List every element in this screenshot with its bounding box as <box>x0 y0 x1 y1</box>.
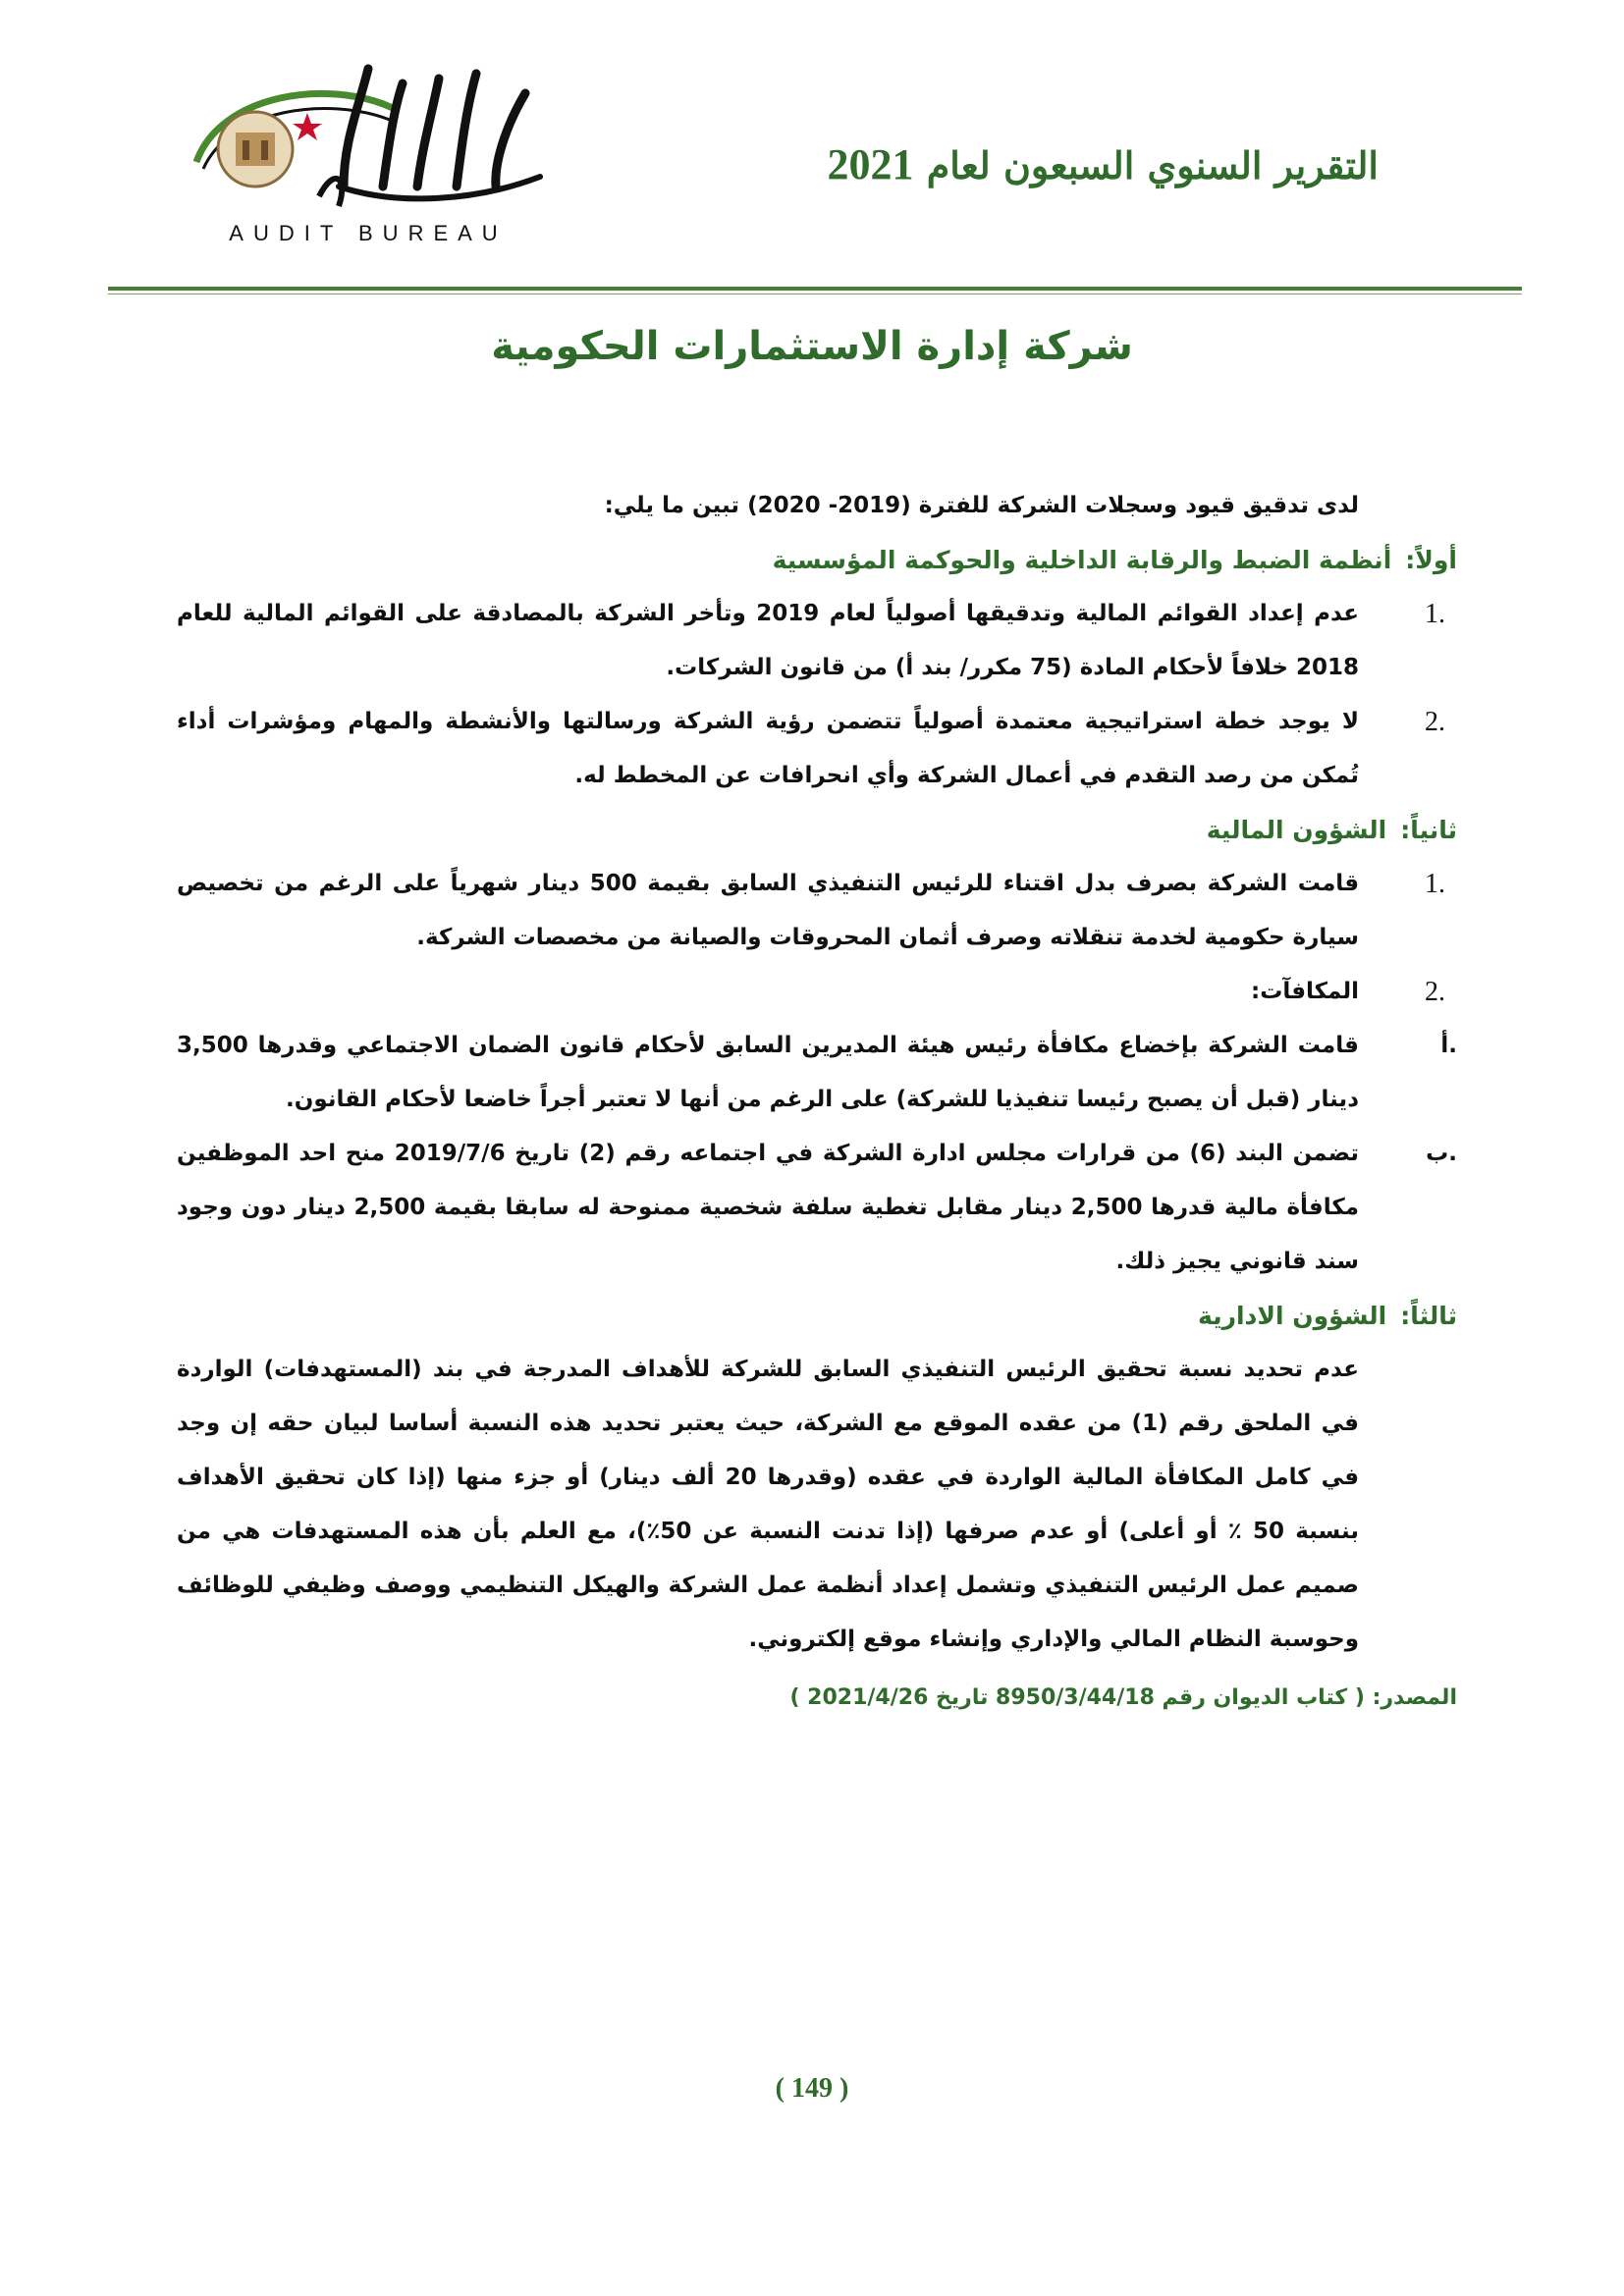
report-body <box>177 479 1457 1725</box>
list-item <box>177 587 1457 695</box>
audit-bureau-logo <box>182 39 555 250</box>
page-title: شركة إدارة الاستثمارات الحكومية <box>491 324 1133 369</box>
item-number: .2 <box>1425 977 1445 1007</box>
section-heading-first <box>177 533 1457 587</box>
item-number: .1 <box>1425 599 1445 629</box>
item-text: قامت الشركة بصرف بدل اقتناء للرئيس التنفيذي السابق بقيمة 500 دينار شهرياً على الرغم من تخصيص سيارة حكومية لخدمة تنقلاته وصرف أثمان المحروقات والصيانة من مخصصات الشركة. <box>177 871 1360 950</box>
sub-item-text: قامت الشركة بإخضاع مكافأة رئيس هيئة المديرين السابق لأحكام قانون الضمان الاجتماعي وقدرها 3,500 دينار (قبل أن يصبح رئيسا تنفيذيا للشركة) على الرغم من أنها لا تعتبر أجراً خاضعا لأحكام القانون. <box>177 1033 1359 1112</box>
section-label: ثانياً: <box>1400 816 1457 844</box>
section-heading-second <box>177 803 1457 857</box>
sub-item-letter: .أ <box>1440 1033 1457 1058</box>
page-header <box>0 0 1624 294</box>
sub-item <box>177 1019 1457 1127</box>
logo-english-text: AUDIT BUREAU <box>229 221 508 245</box>
section-title: أنظمة الضبط والرقابة الداخلية والحوكمة المؤسسية <box>772 546 1392 574</box>
sub-item-letter: .ب <box>1426 1141 1457 1166</box>
sub-item <box>177 1127 1457 1289</box>
header-divider <box>108 287 1522 291</box>
section-label: ثالثاً: <box>1400 1302 1457 1330</box>
section-label: أولاً: <box>1405 546 1457 574</box>
section-heading-third <box>177 1289 1457 1343</box>
list-item <box>177 965 1457 1019</box>
page-number: ( 149 ) <box>775 2073 849 2104</box>
list-item <box>177 695 1457 803</box>
intro-text: لدى تدقيق قيود وسجلات الشركة للفترة (2019- 2020) تبين ما يلي: <box>604 493 1359 518</box>
item-text: عدم إعداد القوائم المالية وتدقيقها أصولياً لعام 2019 وتأخر الشركة بالمصادقة على القوائم المالية للعام 2018 خلافاً لأحكام المادة (75 مكرر/ بند أ) من قانون الشركات. <box>177 601 1359 680</box>
section-title: الشؤون المالية <box>1206 816 1387 844</box>
sub-item-text: تضمن البند (6) من قرارات مجلس ادارة الشركة في اجتماعه رقم (2) تاريخ 2019/7/6 منح احد الموظفين مكافأة مالية قدرها 2,500 دينار مقابل تغطية سلفة شخصية ممنوحة له سابقا بقيمة 2,500 دينار دون وجود سند قانوني يجيز ذلك. <box>177 1141 1359 1274</box>
source-citation: المصدر: ( كتاب الديوان رقم 8950/3/44/18 تاريخ 2021/4/26 ) <box>789 1685 1457 1710</box>
item-text: لا يوجد خطة استراتيجية معتمدة أصولياً تتضمن رؤية الشركة ورسالتها والأنشطة والمهام ومؤشرات أداء تُمكن من رصد التقدم في أعمال الشركة وأي انحرافات عن المخطط له. <box>177 709 1359 788</box>
report-title <box>827 139 1379 189</box>
report-year: 2021 <box>827 140 914 188</box>
section-title: الشؤون الادارية <box>1198 1302 1387 1330</box>
report-title-text: التقرير السنوي السبعون لعام <box>926 143 1379 187</box>
item-text: المكافآت: <box>1251 979 1359 1004</box>
list-item <box>177 857 1457 965</box>
item-number: .2 <box>1425 707 1445 737</box>
section-paragraph: عدم تحديد نسبة تحقيق الرئيس التنفيذي السابق للشركة للأهداف المدرجة في بند (المستهدفات) الواردة في الملحق رقم (1) من عقده الموقع مع الشركة، حيث يعتبر تحديد هذه النسبة أساسا لبيان حقه إن وجد في كامل المكافأة المالية الواردة في عقده (وقدرها 20 ألف دينار) أو جزء منها (إذا كان تحقيق الأهداف بنسبة 50 ٪ أو أعلى) أو عدم صرفها (إذا تدنت النسبة عن 50٪)، مع العلم بأن هذه المستهدفات هي من صميم عمل الرئيس التنفيذي وتشمل إعداد أنظمة عمل الشركة والهيكل التنظيمي ووصف وظيفي للوظائف وحوسبة النظام المالي والإداري وإنشاء موقع إلكتروني. <box>177 1357 1359 1652</box>
item-number: .1 <box>1425 869 1445 899</box>
